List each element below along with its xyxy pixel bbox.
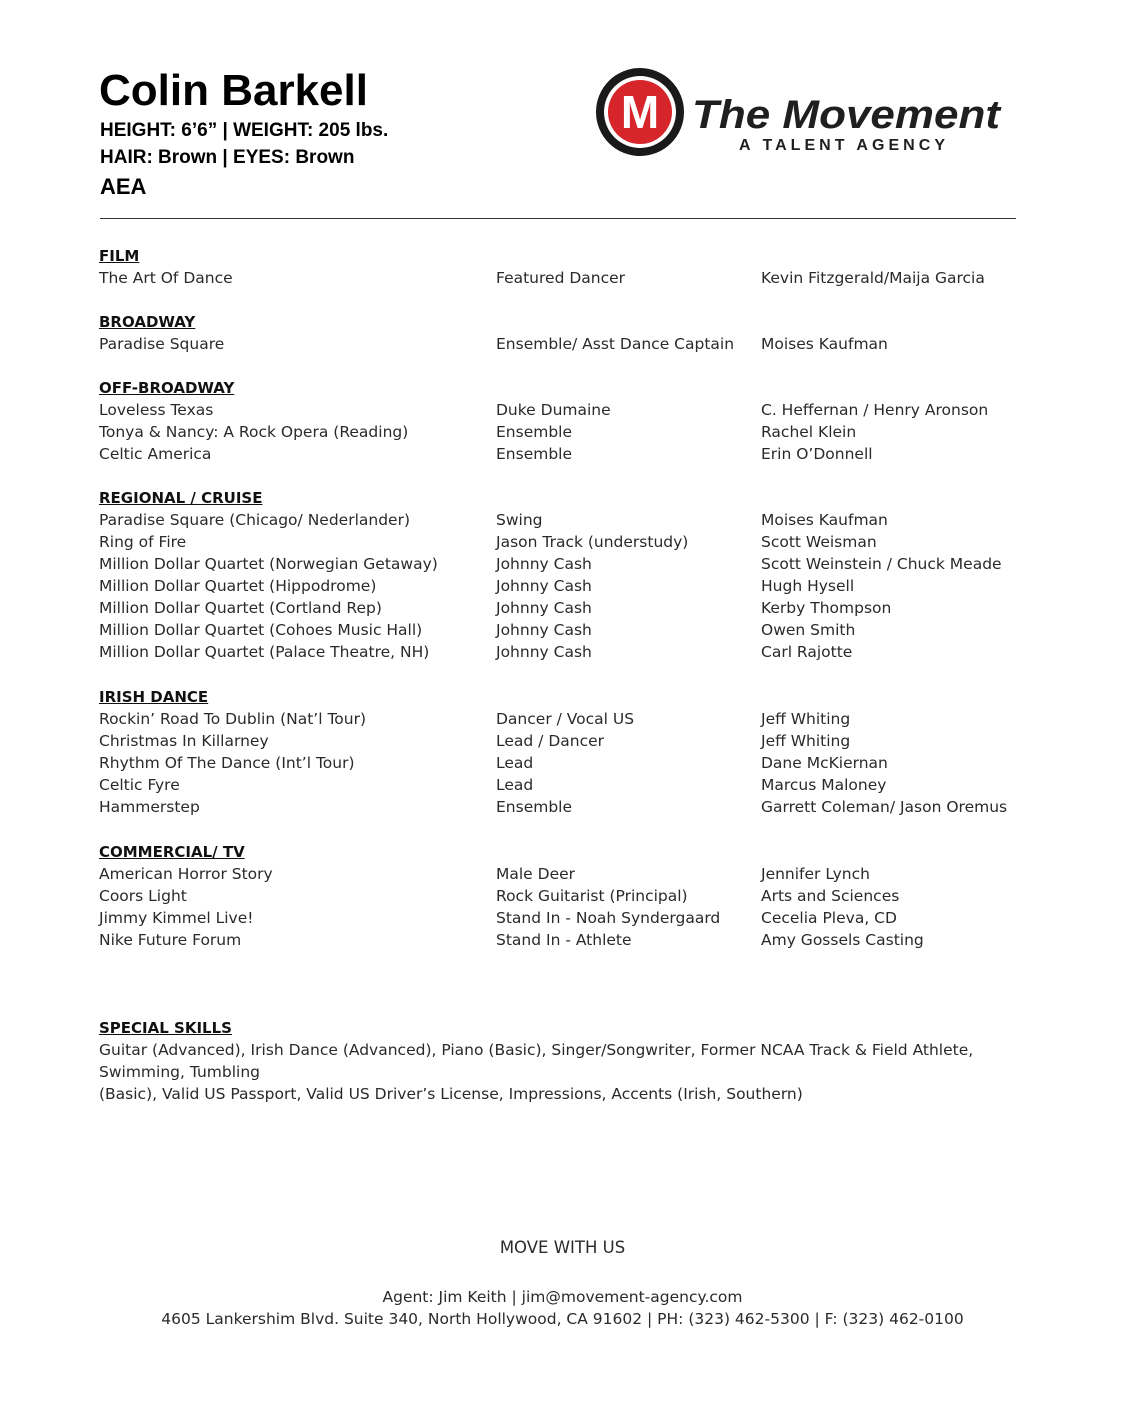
credit-role: Ensemble: [496, 445, 573, 463]
credit-row: [99, 531, 1019, 553]
logo-agency-name: The Movement: [692, 93, 1002, 137]
credit-director: Jeff Whiting: [761, 732, 851, 750]
section-regional-cruise: [99, 487, 1019, 663]
credit-row: [99, 863, 1019, 885]
credit-role: Stand In - Athlete: [496, 931, 632, 949]
credit-row: [99, 553, 1019, 575]
credit-role: Johnny Cash: [496, 621, 592, 639]
credit-role: Lead: [496, 754, 534, 772]
credit-director: Cecelia Pleva, CD: [761, 909, 897, 927]
credit-row: [99, 443, 1019, 465]
logo-tagline: A TALENT AGENCY: [739, 137, 945, 154]
credit-role: Swing: [496, 511, 543, 529]
credit-title: American Horror Story: [99, 865, 273, 883]
credit-row: [99, 885, 1019, 907]
logo-letter: M: [620, 86, 660, 138]
credit-role: Stand In - Noah Syndergaard: [496, 909, 721, 927]
credit-title: Nike Future Forum: [99, 931, 242, 949]
credit-row: [99, 708, 1019, 730]
credit-director: Moises Kaufman: [761, 335, 888, 353]
section-off-broadway: [99, 377, 1019, 465]
credit-role: Ensemble: [496, 798, 573, 816]
credit-row: [99, 267, 1019, 289]
credit-title: Rockin’ Road To Dublin (Nat’l Tour): [99, 710, 367, 728]
credit-title: Rhythm Of The Dance (Int’l Tour): [99, 754, 355, 772]
credit-director: Jeff Whiting: [761, 710, 851, 728]
credit-title: Million Dollar Quartet (Hippodrome): [99, 577, 377, 595]
credit-director: Kevin Fitzgerald/Maija Garcia: [761, 269, 985, 287]
section-commercial-tv: [99, 841, 1019, 951]
credit-director: Scott Weinstein / Chuck Meade: [761, 555, 1002, 573]
union-affiliation: AEA: [100, 174, 147, 199]
agency-logo: [594, 66, 1014, 162]
credit-title: The Art Of Dance: [99, 269, 233, 287]
credit-title: Jimmy Kimmel Live!: [99, 909, 254, 927]
credit-director: Marcus Maloney: [761, 776, 887, 794]
credit-role: Dancer / Vocal US: [496, 710, 635, 728]
credit-director: Garrett Coleman/ Jason Oremus: [761, 798, 1008, 816]
credit-role: Johnny Cash: [496, 555, 592, 573]
credit-title: Hammerstep: [99, 798, 200, 816]
credit-title: Paradise Square: [99, 335, 225, 353]
credit-director: Owen Smith: [761, 621, 856, 639]
credit-row: [99, 752, 1019, 774]
credit-role: Rock Guitarist (Principal): [496, 887, 688, 905]
section-title: COMMERCIAL/ TV: [99, 843, 245, 861]
credit-row: [99, 399, 1019, 421]
credit-row: [99, 575, 1019, 597]
credit-director: Rachel Klein: [761, 423, 857, 441]
credit-title: Loveless Texas: [99, 401, 214, 419]
credit-title: Christmas In Killarney: [99, 732, 269, 750]
credit-role: Duke Dumaine: [496, 401, 611, 419]
credit-role: Lead / Dancer: [496, 732, 605, 750]
credit-role: Johnny Cash: [496, 643, 592, 661]
credit-title: Million Dollar Quartet (Norwegian Getaway): [99, 555, 438, 573]
credit-role: Johnny Cash: [496, 599, 592, 617]
section-title: IRISH DANCE: [99, 688, 209, 706]
credit-director: Erin O’Donnell: [761, 445, 873, 463]
footer-address: 4605 Lankershim Blvd. Suite 340, North Hollywood, CA 91602 | PH: (323) 462-5300 | F: (323) 462-0100: [161, 1310, 964, 1328]
credit-title: Celtic Fyre: [99, 776, 180, 794]
credit-row: [99, 641, 1019, 663]
section-broadway: [99, 311, 1019, 355]
credit-role: Ensemble: [496, 423, 573, 441]
credit-title: Million Dollar Quartet (Cohoes Music Hall): [99, 621, 423, 639]
actor-name: Colin Barkell: [99, 66, 368, 115]
section-irish-dance: [99, 686, 1019, 818]
credit-row: [99, 509, 1019, 531]
credit-title: Million Dollar Quartet (Cortland Rep): [99, 599, 382, 617]
stats-height-weight: HEIGHT: 6’6” | WEIGHT: 205 lbs.: [100, 120, 389, 141]
credit-director: Scott Weisman: [761, 533, 877, 551]
credit-role: Ensemble/ Asst Dance Captain: [496, 335, 735, 353]
credit-director: Kerby Thompson: [761, 599, 892, 617]
credit-row: [99, 421, 1019, 443]
section-title: OFF-BROADWAY: [99, 379, 235, 397]
credit-title: Coors Light: [99, 887, 187, 905]
stats-hair-eyes: HAIR: Brown | EYES: Brown: [100, 147, 355, 168]
footer-agent: Agent: Jim Keith | jim@movement-agency.com: [382, 1288, 743, 1306]
credit-row: [99, 929, 1019, 951]
credit-title: Million Dollar Quartet (Palace Theatre, NH): [99, 643, 430, 661]
credit-director: Jennifer Lynch: [761, 865, 870, 883]
credit-director: Dane McKiernan: [761, 754, 888, 772]
section-title: FILM: [99, 247, 140, 265]
section-title: BROADWAY: [99, 313, 196, 331]
credit-director: C. Heffernan / Henry Aronson: [761, 401, 989, 419]
credit-role: Lead: [496, 776, 534, 794]
skills-line: Guitar (Advanced), Irish Dance (Advanced), Piano (Basic), Singer/Songwriter, Former NCAA Track & Field Athlete,: [99, 1041, 974, 1059]
credit-role: Male Deer: [496, 865, 576, 883]
credit-row: [99, 774, 1019, 796]
credit-director: Amy Gossels Casting: [761, 931, 924, 949]
credit-director: Moises Kaufman: [761, 511, 888, 529]
section-film: [99, 245, 1019, 289]
credit-row: [99, 730, 1019, 752]
credit-director: Carl Rajotte: [761, 643, 853, 661]
section-title: REGIONAL / CRUISE: [99, 489, 263, 507]
section-title: SPECIAL SKILLS: [99, 1019, 232, 1037]
credit-row: [99, 597, 1019, 619]
skills-line: (Basic), Valid US Passport, Valid US Driver’s License, Impressions, Accents (Irish, Southern): [99, 1085, 803, 1103]
credit-row: [99, 907, 1019, 929]
skills-line: Swimming, Tumbling: [99, 1063, 260, 1081]
header-divider: [100, 218, 1016, 219]
credit-title: Paradise Square (Chicago/ Nederlander): [99, 511, 410, 529]
credit-director: Arts and Sciences: [761, 887, 900, 905]
credit-role: Featured Dancer: [496, 269, 626, 287]
section-special-skills: [99, 1017, 999, 1105]
credit-title: Celtic America: [99, 445, 212, 463]
credit-title: Ring of Fire: [99, 533, 187, 551]
credit-role: Johnny Cash: [496, 577, 592, 595]
credit-row: [99, 619, 1019, 641]
credit-director: Hugh Hysell: [761, 577, 855, 595]
credit-row: [99, 796, 1019, 818]
credit-title: Tonya & Nancy: A Rock Opera (Reading): [99, 423, 409, 441]
credit-role: Jason Track (understudy): [496, 533, 689, 551]
credit-row: [99, 333, 1019, 355]
footer-slogan: MOVE WITH US: [499, 1238, 626, 1257]
